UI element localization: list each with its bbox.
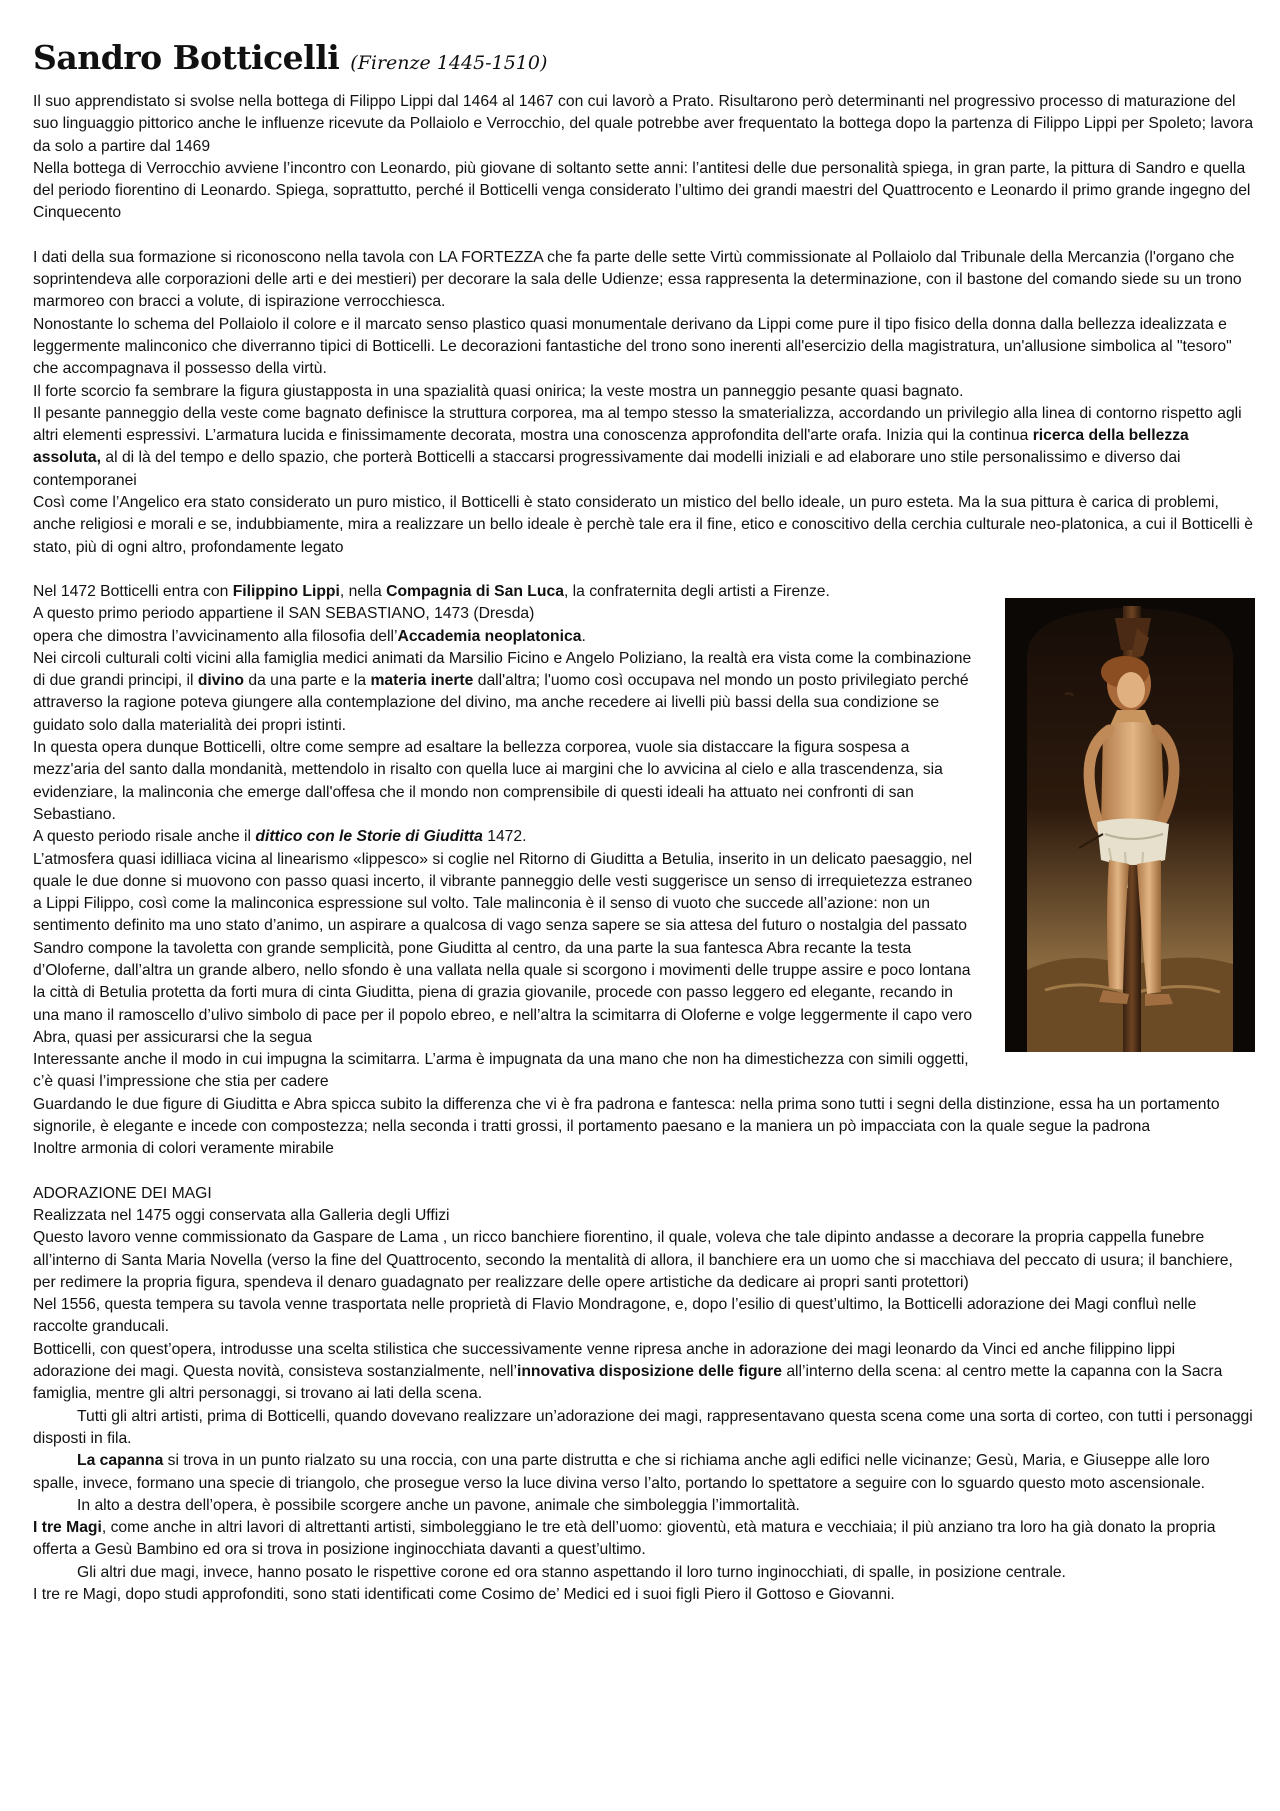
section-san-sebastiano [33, 581, 1255, 1161]
paragraph: Il pesante panneggio della veste come bagnato definisce la struttura corporea, ma al tempo stesso la smaterializza, accordando un privilegio alla linea di contorno rispetto agli altri elementi espressivi. L’armatura lucida e finissimamente decorata, mostra una conoscenza approfondita dell'arte orafa. Inizia qui la continua ricerca della bellezza assoluta, al di là del tempo e dello spazio, che porterà Botticelli a staccarsi progressivamente dai modelli iniziali e ad elaborare uno stile personalissimo e diverso dai contemporanei [33, 404, 1242, 489]
paragraph: Nonostante lo schema del Pollaiolo il colore e il marcato senso plastico quasi monumentale derivano da Lippi come pure il tipo fisico della donna dalla bellezza idealizzata e leggermente malinconico che diverranno tipici di Botticelli. Le decorazioni fantastiche del trono sono inerenti all'esercizio della magistratura, un'allusione simbolica al "tesoro" che accompagnava il possesso della virtù. [33, 315, 1232, 378]
bold-phrase: innovativa disposizione delle figure [516, 1363, 782, 1381]
section-heading: ADORAZIONE DEI MAGI [33, 1184, 212, 1202]
bold-phrase: La capanna [77, 1452, 164, 1470]
paragraph: La capanna si trova in un punto rialzato su una roccia, con una parte distrutta e che si richiama anche agli edifici nelle vicinanze; Gesù, Maria, e Giuseppe alle loro spalle, invece, formano una specie di triangolo, che prosegue verso la luce divina verso l’alto, portando lo spettatore a seguire con lo sguardo questo moto ascensionale. [33, 1452, 1210, 1492]
paragraph: Così come l’Angelico era stato considerato un puro mistico, il Botticelli è stato considerato un mistico del bello ideale, un puro esteta. Ma la sua pittura è carica di problemi, anche religiosi e morali e se, indubbiamente, mira a realizzare un bello ideale è perchè tale era il fine, etico e conoscitivo della cerchia culturale neo-platonica, a cui il Botticelli è stato, più di ogni altro, profondamente legato [33, 494, 1253, 556]
bold-phrase: Compagnia di San Luca [386, 582, 564, 600]
section-early-training [33, 91, 1255, 225]
paragraph: A questo primo periodo appartiene il SAN SEBASTIANO, 1473 (Dresda) [33, 605, 535, 623]
paragraph: Gli altri due magi, invece, hanno posato le rispettive corone ed ora stanno aspettando il loro turno inginocchiati, di spalle, in posizione centrale. [77, 1563, 1066, 1581]
paragraph: Interessante anche il modo in cui impugna la scimitarra. L’arma è impugnata da una mano che non ha dimestichezza con simili oggetti, c’è quasi l’impressione che stia per cadere [33, 1051, 969, 1091]
paragraph: Guardando le due figure di Giuditta e Abra spicca subito la differenza che vi è fra padrona e fantesca: nella prima sono tutti i segni della distinzione, essa ha un portamento signorile, è elegante e incede con compostezza; nella seconda i tratti grossi, il portamento paesano e la maniera un pò impacciata con la quale segue la padrona [33, 1095, 1220, 1136]
section-fortezza [33, 247, 1255, 559]
paragraph: L’atmosfera quasi idilliaca vicina al linearismo «lippesco» si coglie nel Ritorno di Giuditta a Betulia, inserito in un delicato paesaggio, nel quale le due donne si muovono con passo quasi incerto, il vibrante panneggio delle vesti suggerisce un senso di irrequietezza estraneo a Lippi Filippo, così come la malinconica espressione sul volto. Tale malinconia è il senso di vuoto che succede all’azione: non un sentimento definito ma uno stato d’animo, un aspirare a qualcosa di vago senza sapere se sia attesa del futuro o nostalgia del passato [33, 850, 973, 935]
bold-phrase: I tre Magi [33, 1519, 102, 1537]
section-adorazione-dei-magi [33, 1183, 1255, 1607]
paragraph: Nel 1556, questa tempera su tavola venne trasportata nelle proprietà di Flavio Mondragone, e, dopo l’esilio di quest’ultimo, la Botticelli adorazione dei Magi confluì nelle raccolte granducali. [33, 1296, 1197, 1336]
bold-italic-phrase: dittico con le Storie di Giuditta [255, 828, 483, 846]
paragraph: I dati della sua formazione si riconoscono nella tavola con LA FORTEZZA che fa parte delle sette Virtù commissionate al Pollaiolo dal Tribunale della Mercanzia (l'organo che soprintendeva alle corporazioni delle arti e dei mestieri) per decorare la sala delle Udienze; essa rappresenta la determinazione, con il bastone del comando siede su un trono marmoreo con bracci a volute, di ispirazione verrocchiesca. [33, 248, 1242, 311]
san-sebastiano-painting [1005, 598, 1255, 1052]
page-title [33, 36, 1255, 85]
paragraph: Sandro compone la tavoletta con grande semplicità, pone Giuditta al centro, da una parte la sua fantesca Abra recante la testa d’Oloferne, dall’altra un grande albero, nello sfondo è una vallata nella quale si scorgono i movimenti delle truppe assire e poco lontana la città di Betulia protetta da forti mura di cinta Giuditta, piena di grazia giovanile, procede con passo leggero ed elegante, recando in una mano il ramoscello d’ulivo simbolo di pace per il popolo ebreo, e nell’altra la scimitarra di Oloferne e volge leggermente il capo vero Abra, quasi per assicurarsi che la segua [33, 939, 973, 1046]
paragraph: Il forte scorcio fa sembrare la figura giustapposta in una spazialità quasi onirica; la veste mostra un panneggio pesante quasi bagnato. [33, 382, 964, 400]
paragraph: Realizzata nel 1475 oggi conservata alla Galleria degli Uffizi [33, 1206, 450, 1224]
paragraph: opera che dimostra l’avvicinamento alla filosofia dell’Accademia neoplatonica. [33, 627, 586, 645]
paragraph: Nei circoli culturali colti vicini alla famiglia medici animati da Marsilio Ficino e Angelo Poliziano, la realtà era vista come la combinazione di due grandi principi, il divino da una parte e la materia inerte dall'altra; l'uomo così occupava nel mondo un posto privilegiato perché attraverso la ragione poteva giungere alla contemplazione del divino, ma anche recedere ai livelli più bassi della sua condizione se guidato solo dalla materialità dei propri istinti. [33, 649, 972, 734]
paragraph: Il suo apprendistato si svolse nella bottega di Filippo Lippi dal 1464 al 1467 con cui lavorò a Prato. Risultarono però determinanti nel progressivo processo di maturazione del suo linguaggio pittorico anche le influenze ricevute da Pollaiolo e Verrocchio, del quale potrebbe aver frequentato la bottega dopo la partenza di Filippo Lippi per Spoleto; lavora da solo a partire dal 1469 [33, 93, 1254, 155]
paragraph: Botticelli, con quest’opera, introdusse una scelta stilistica che successivamente venne ripresa anche in adorazione dei magi leonardo da Vinci ed anche filippino lippi adorazione dei magi. Questa novità, consisteva sostanzialmente, nell’innovativa disposizione delle figure all’interno della scena: al centro mette la capanna con la Sacra famiglia, mentre gli altri personaggi, si trovano ai lati della scena. [33, 1340, 1223, 1403]
document-page [33, 36, 1255, 1606]
paragraph: Questo lavoro venne commissionato da Gaspare de Lama , un ricco banchiere fiorentino, il quale, voleva che tale dipinto andasse a decorare la propria cappella funebre all’interno di Santa Maria Novella (verso la fine del Quattrocento, secondo la mentalità di allora, il banchiere era un uomo che si macchiava del peccato di usura; il banchiere, per redimere la propria figura, spendeva il denaro guadagnato per realizzare delle opere artistiche da dedicare ai propri santi protettori) [33, 1229, 1233, 1291]
paragraph: Tutti gli altri artisti, prima di Botticelli, quando dovevano realizzare un’adorazione dei magi, rappresentavano questa scena come una sorta di corteo, con tutti i personaggi disposti in fila. [33, 1407, 1253, 1447]
bold-phrase: ricerca della bellezza assoluta, [33, 427, 1189, 467]
title-text: Sandro Botticelli [33, 38, 340, 77]
paragraph: I tre re Magi, dopo studi approfonditi, sono stati identificati come Cosimo de’ Medici ed i suoi figli Piero il Gottoso e Giovanni. [33, 1586, 895, 1603]
paragraph: A questo periodo risale anche il dittico con le Storie di Giuditta 1472. [33, 828, 527, 846]
paragraph: In questa opera dunque Botticelli, oltre come sempre ad esaltare la bellezza corporea, vuole sia distaccare la figura sospesa a mezz'aria del santo dalla mondanità, mettendolo in risalto con quella luce ai margini che lo avvicina al cielo e alla trascendenza, sia evidenziare, la malinconia che emerge dall'offesa che il mondo non comprensibile di questi ideali ha attuato nei confronti di san Sebastiano. [33, 739, 943, 823]
paragraph: Nel 1472 Botticelli entra con Filippino Lippi, nella Compagnia di San Luca, la confraternita degli artisti a Firenze. [33, 582, 830, 600]
bold-phrase: Accademia neoplatonica [397, 627, 582, 645]
bold-phrase: materia inerte [370, 672, 474, 690]
title-dates: (Firenze 1445-1510) [350, 52, 548, 74]
paragraph: In alto a destra dell’opera, è possibile scorgere anche un pavone, animale che simboleggia l’immortalità. [77, 1496, 800, 1514]
paragraph: Nella bottega di Verrocchio avviene l’incontro con Leonardo, più giovane di soltanto sette anni: l’antitesi delle due personalità spiega, in gran parte, la pittura di Sandro e quella del periodo fiorentino di Leonardo. Spiega, soprattutto, perché il Botticelli venga considerato l’ultimo dei grandi maestri del Quattrocento e Leonardo il primo grande ingegno del Cinquecento [33, 159, 1251, 222]
bold-phrase: divino [197, 672, 245, 690]
paragraph: Inoltre armonia di colori veramente mirabile [33, 1140, 334, 1158]
bold-phrase: Filippino Lippi [232, 582, 340, 600]
paragraph: I tre Magi, come anche in altri lavori di altrettanti artisti, simboleggiano le tre età dell’uomo: gioventù, età matura e vecchiaia; il più anziano tra loro ha già donato la propria offerta a Gesù Bambino ed ora si trova in posizione inginocchiata davanti a quest’ultimo. [33, 1519, 1216, 1559]
